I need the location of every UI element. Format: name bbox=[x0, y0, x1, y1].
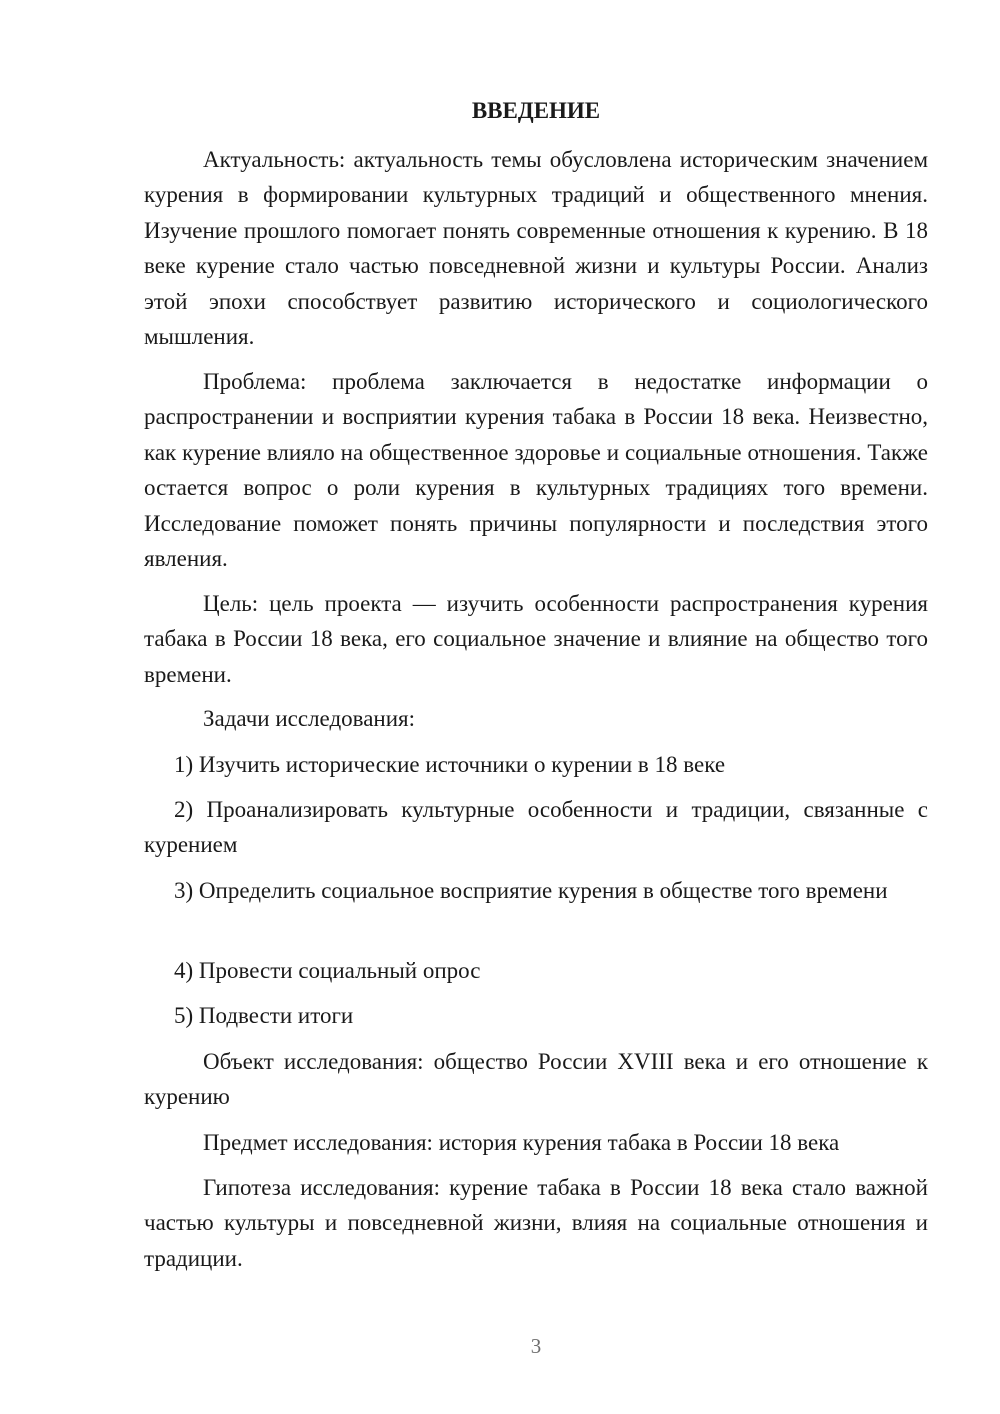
section-heading: ВВЕДЕНИЕ bbox=[471, 98, 601, 123]
paragraph-hypothesis: Гипотеза исследования: курение табака в России 18 века стало важной частью культуры и повседневной жизни, влияя на социальные отношения и традиции. bbox=[144, 1175, 928, 1271]
document-page bbox=[144, 0, 928, 1414]
task-item-5: 5) Подвести итоги bbox=[174, 1003, 354, 1028]
paragraph-object: Объект исследования: общество России XVIII века и его отношение к курению bbox=[144, 1049, 928, 1110]
task-item-2: 2) Проанализировать культурные особенности и традиции, связанные с курением bbox=[144, 797, 928, 858]
paragraph-problem: Проблема: проблема заключается в недостатке информации о распространении и восприятии курения табака в России 18 века. Неизвестно, как курение влияло на общественное здоровье и социальные отношения. Также остается вопрос о роли курения в культурных традициях того времени. Исследование поможет понять причины популярности и последствия этого явления. bbox=[144, 369, 928, 572]
task-item-1: 1) Изучить исторические источники о курении в 18 веке bbox=[174, 752, 726, 777]
paragraph-tasks-title: Задачи исследования: bbox=[203, 706, 416, 731]
task-item-3: 3) Определить социальное восприятие курения в обществе того времени bbox=[174, 878, 888, 903]
page-number: 3 bbox=[530, 1334, 542, 1358]
paragraph-goal: Цель: цель проекта — изучить особенности распространения курения табака в России 18 века, его социальное значение и влияние на общество того времени. bbox=[144, 591, 928, 687]
paragraph-relevance: Актуальность: актуальность темы обусловлена историческим значением курения в формировании культурных традиций и общественного мнения. Изучение прошлого помогает понять современные отношения к курению. В 18 веке курение стало частью повседневной жизни и культуры России. Анализ этой эпохи способствует развитию исторического и социологического мышления. bbox=[144, 147, 928, 350]
paragraph-subject: Предмет исследования: история курения табака в России 18 века bbox=[203, 1130, 840, 1155]
task-item-4: 4) Провести социальный опрос bbox=[174, 958, 481, 983]
